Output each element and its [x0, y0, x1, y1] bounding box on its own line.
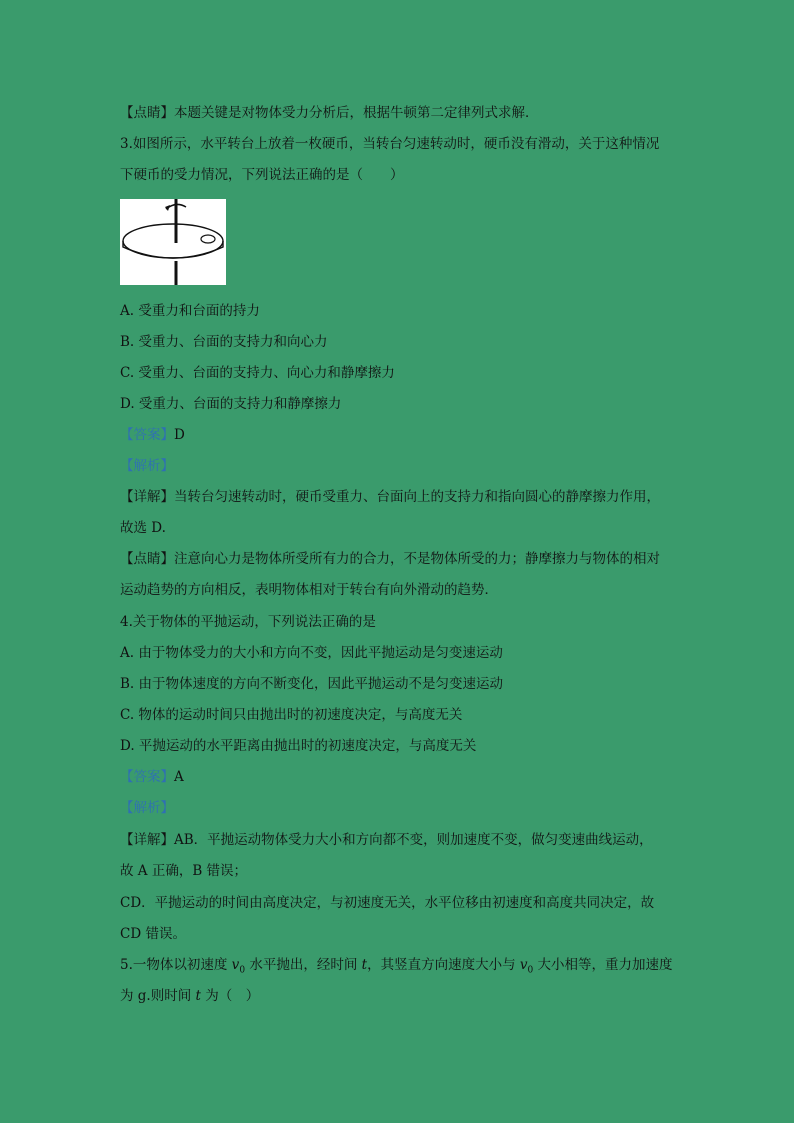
v0-subscript: 0 [239, 965, 246, 976]
t-symbol-2: t [195, 988, 201, 1004]
v0-subscript-2: 0 [527, 965, 534, 976]
q4-option-a: A. 由于物体受力的大小和方向不变，因此平抛运动是匀变速运动 [120, 645, 503, 661]
q4-answer [120, 768, 184, 786]
turntable-coin-figure [120, 199, 226, 285]
q4-detail-cd-cont: CD 错误。 [120, 926, 186, 942]
question-3-stem: 3.如图所示，水平转台上放着一枚硬币，当转台匀速转动时，硬币没有滑动，关于这种情况 [120, 136, 660, 152]
q3-detail: 【详解】当转台匀速转动时，硬币受重力、台面向上的支持力和指向圆心的静摩擦力作用， [120, 489, 660, 505]
question-5-stem-cont [120, 987, 259, 1005]
answer-value: A [174, 769, 184, 785]
q5-text-5: 为 g.则时间 [120, 988, 196, 1004]
question-3-stem-cont: 下硬币的受力情况，下列说法正确的是（ ） [120, 167, 404, 183]
v0-symbol-2: v [519, 957, 528, 973]
q5-text-6: 为（ ） [200, 988, 260, 1004]
q3-option-b: B. 受重力、台面的支持力和向心力 [120, 334, 328, 350]
question-5-stem [120, 956, 673, 980]
q3-analysis-tag: 【解析】 [120, 458, 174, 474]
q3-dianjing-cont: 运动趋势的方向相反，表明物体相对于转台有向外滑动的趋势． [120, 582, 498, 598]
q4-option-c: C. 物体的运动时间只由抛出时的初速度决定，与高度无关 [120, 707, 463, 723]
q5-text-4: 大小相等，重力加速度 [533, 957, 673, 973]
q3-answer [120, 426, 185, 444]
t-symbol: t [361, 957, 368, 973]
q3-option-c: C. 受重力、台面的支持力、向心力和静摩擦力 [120, 365, 395, 381]
question-4-stem: 4.关于物体的平抛运动，下列说法正确的是 [120, 614, 376, 630]
answer-tag: 【答案】 [120, 769, 174, 785]
q5-text-1: 5.一物体以初速度 [120, 957, 232, 973]
q3-option-a: A. 受重力和台面的持力 [120, 303, 260, 319]
q4-detail-cd: CD．平抛运动的时间由高度决定，与初速度无关，水平位移由初速度和高度共同决定，故 [120, 895, 655, 911]
answer-value: D [174, 427, 185, 443]
q4-detail-ab-cont: 故 A 正确，B 错误； [120, 863, 248, 879]
answer-tag: 【答案】 [120, 427, 174, 443]
v0-symbol: v [231, 957, 240, 973]
q4-option-d: D. 平抛运动的水平距离由抛出时的初速度决定，与高度无关 [120, 738, 477, 754]
q4-detail-ab: 【详解】AB．平抛运动物体受力大小和方向都不变，则加速度不变，做匀变速曲线运动， [120, 832, 653, 848]
turntable-illustration [120, 199, 226, 285]
q3-dianjing: 【点睛】注意向心力是物体所受所有力的合力，不是物体所受的力；静摩擦力与物体的相对 [120, 551, 660, 567]
q4-option-b: B. 由于物体速度的方向不断变化，因此平抛运动不是匀变速运动 [120, 676, 504, 692]
q5-text-2: 水平抛出，经时间 [245, 957, 362, 973]
q4-analysis-tag: 【解析】 [120, 800, 174, 816]
dianjing-note-2: 【点睛】本题关键是对物体受力分析后，根据牛顿第二定律列式求解． [120, 105, 539, 121]
q3-detail-cont: 故选 D. [120, 520, 166, 536]
q5-text-3: ，其竖直方向速度大小与 [367, 957, 520, 973]
q3-option-d: D. 受重力、台面的支持力和静摩擦力 [120, 396, 342, 412]
